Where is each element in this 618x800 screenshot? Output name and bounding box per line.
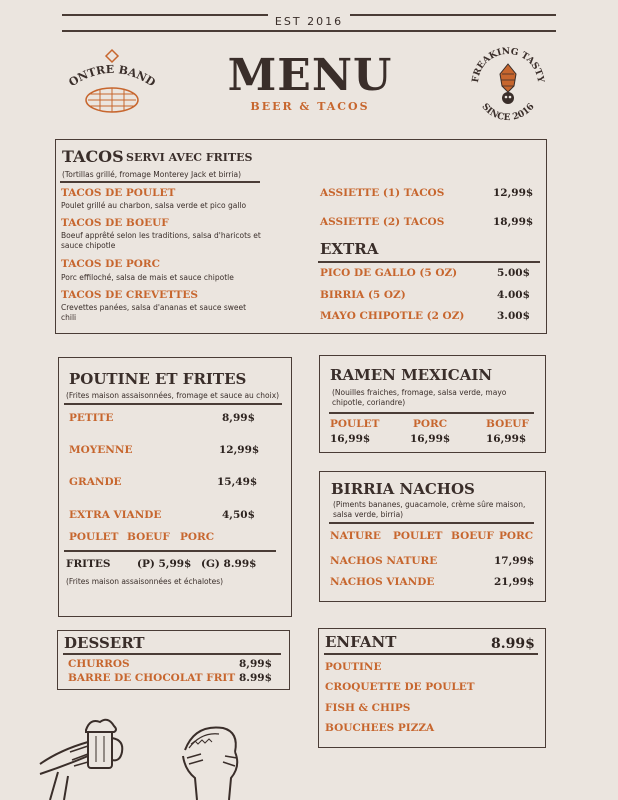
poutine-meat-option: BOEUF xyxy=(127,531,170,543)
nachos-item-price: 21,99$ xyxy=(494,576,535,588)
dessert-item-name: CHURROS xyxy=(68,658,130,670)
poutine-size-price: 12,99$ xyxy=(219,444,260,456)
ramen-option-price: 16,99$ xyxy=(486,433,527,445)
hop-skull-icon xyxy=(466,42,550,126)
poutine-note: (Frites maison assaisonnées, fromage et sauce au choix) xyxy=(66,391,280,400)
poutine-divider xyxy=(64,403,282,405)
menu-item-name: TACOS DE POULET xyxy=(61,187,176,199)
enfant-item: FISH & CHIPS xyxy=(325,702,411,714)
svg-text:SINCE 2016: SINCE 2016 xyxy=(479,101,537,124)
poutine-size-price: 4,50$ xyxy=(222,509,255,521)
svg-text:CONTRE BANDE: ONTRE BAND xyxy=(66,62,158,90)
skeleton-hands-taco-icon xyxy=(175,718,255,800)
dessert-item-name: BARRE DE CHOCOLAT FRIT xyxy=(68,672,236,684)
plate-name: ASSIETTE (1) TACOS xyxy=(320,187,445,199)
poutine-meat-option: PORC xyxy=(180,531,215,543)
header-rule-top xyxy=(62,14,268,16)
nachos-option: PORC xyxy=(499,530,534,542)
nachos-option: BOEUF xyxy=(451,530,494,542)
menu-item-name: TACOS DE PORC xyxy=(61,258,161,270)
ramen-option-name: BOEUF xyxy=(486,418,529,430)
frites-divider xyxy=(64,550,276,552)
menu-item-desc: Poulet grillé au charbon, salsa verde et pico gallo xyxy=(61,201,247,210)
frites-large-price: (G) 8.99$ xyxy=(201,558,257,570)
enfant-price: 8.99$ xyxy=(491,636,535,652)
page-title: MENU xyxy=(227,50,393,101)
tacos-divider xyxy=(60,181,260,183)
header-rule-lower xyxy=(62,30,556,32)
ramen-option-price: 16,99$ xyxy=(410,433,451,445)
plate-price: 12,99$ xyxy=(493,187,534,199)
menu-item-name: TACOS DE CREVETTES xyxy=(61,289,198,301)
poutine-title: POUTINE ET FRITES xyxy=(69,370,247,388)
poutine-size-price: 15,49$ xyxy=(217,476,258,488)
tacos-title: TACOS xyxy=(62,147,124,166)
frites-label: FRITES xyxy=(66,558,111,570)
ramen-option-name: POULET xyxy=(330,418,380,430)
nachos-item-name: NACHOS VIANDE xyxy=(330,576,435,588)
enfant-item: POUTINE xyxy=(325,661,382,673)
plate-price: 18,99$ xyxy=(493,216,534,228)
ramen-divider xyxy=(329,412,534,414)
skeleton-hand-beer-icon xyxy=(30,712,130,800)
menu-item-desc: Crevettes panées, salsa d'ananas et sauce sweet chili xyxy=(61,303,247,322)
nachos-note: (Piments bananes, guacamole, crème sûre maison, salsa verde, birria) xyxy=(333,500,526,519)
nachos-item-price: 17,99$ xyxy=(494,555,535,567)
nachos-divider xyxy=(329,522,534,524)
nachos-option: NATURE xyxy=(330,530,381,542)
freaking-tasty-badge xyxy=(466,42,550,126)
extra-price: 4.00$ xyxy=(497,289,530,301)
est-label: EST 2016 xyxy=(274,15,344,28)
enfant-item: CROQUETTE DE POULET xyxy=(325,681,475,693)
enfant-item: BOUCHEES PIZZA xyxy=(325,722,435,734)
menu-item-name: TACOS DE BOEUF xyxy=(61,217,169,229)
svg-text:FREAKING TASTY: FREAKING TASTY xyxy=(470,46,546,84)
extra-title: EXTRA xyxy=(320,240,379,258)
enfant-divider xyxy=(324,653,538,655)
tacos-title-suffix: SERVI AVEC FRITES xyxy=(126,151,253,164)
menu-item-desc: Porc effiloché, salsa de mais et sauce chipotle xyxy=(61,273,234,282)
extra-name: PICO DE GALLO (5 OZ) xyxy=(320,267,458,279)
barrel-icon xyxy=(62,48,162,118)
extra-name: MAYO CHIPOTLE (2 OZ) xyxy=(320,310,465,322)
plate-name: ASSIETTE (2) TACOS xyxy=(320,216,445,228)
extra-name: BIRRIA (5 OZ) xyxy=(320,289,406,301)
nachos-option: POULET xyxy=(393,530,443,542)
extra-price: 3.00$ xyxy=(497,310,530,322)
enfant-title: ENFANT xyxy=(325,633,397,651)
ramen-option-price: 16,99$ xyxy=(330,433,371,445)
frites-small-price: (P) 5,99$ xyxy=(137,558,192,570)
poutine-size-name: GRANDE xyxy=(69,476,122,488)
extra-divider xyxy=(318,261,540,263)
extra-price: 5.00$ xyxy=(497,267,530,279)
poutine-size-name: PETITE xyxy=(69,412,114,424)
poutine-meat-option: POULET xyxy=(69,531,119,543)
poutine-size-name: MOYENNE xyxy=(69,444,133,456)
poutine-size-name: EXTRA VIANDE xyxy=(69,509,162,521)
poutine-size-price: 8,99$ xyxy=(222,412,255,424)
ramen-title: RAMEN MEXICAIN xyxy=(330,366,493,384)
dessert-item-price: 8,99$ xyxy=(239,658,272,670)
menu-item-desc: Boeuf apprêté selon les traditions, salsa d'haricots et sauce chipotle xyxy=(61,231,261,250)
dessert-item-price: 8.99$ xyxy=(239,672,272,684)
dessert-divider xyxy=(63,653,281,655)
nachos-title: BIRRIA NACHOS xyxy=(331,480,475,498)
ramen-option-name: PORC xyxy=(413,418,448,430)
header-rule-top-right xyxy=(350,14,556,16)
ramen-note: (Nouilles fraiches, fromage, salsa verde, mayo chipotle, coriandre) xyxy=(332,388,507,407)
page-subtitle: BEER & TACOS xyxy=(250,100,370,113)
contrebande-logo xyxy=(62,48,162,118)
nachos-item-name: NACHOS NATURE xyxy=(330,555,438,567)
frites-note: (Frites maison assaisonnées et échalotes) xyxy=(66,577,224,586)
tacos-note: (Tortillas grillé, fromage Monterey Jack et birria) xyxy=(62,170,242,179)
dessert-title: DESSERT xyxy=(64,634,145,652)
